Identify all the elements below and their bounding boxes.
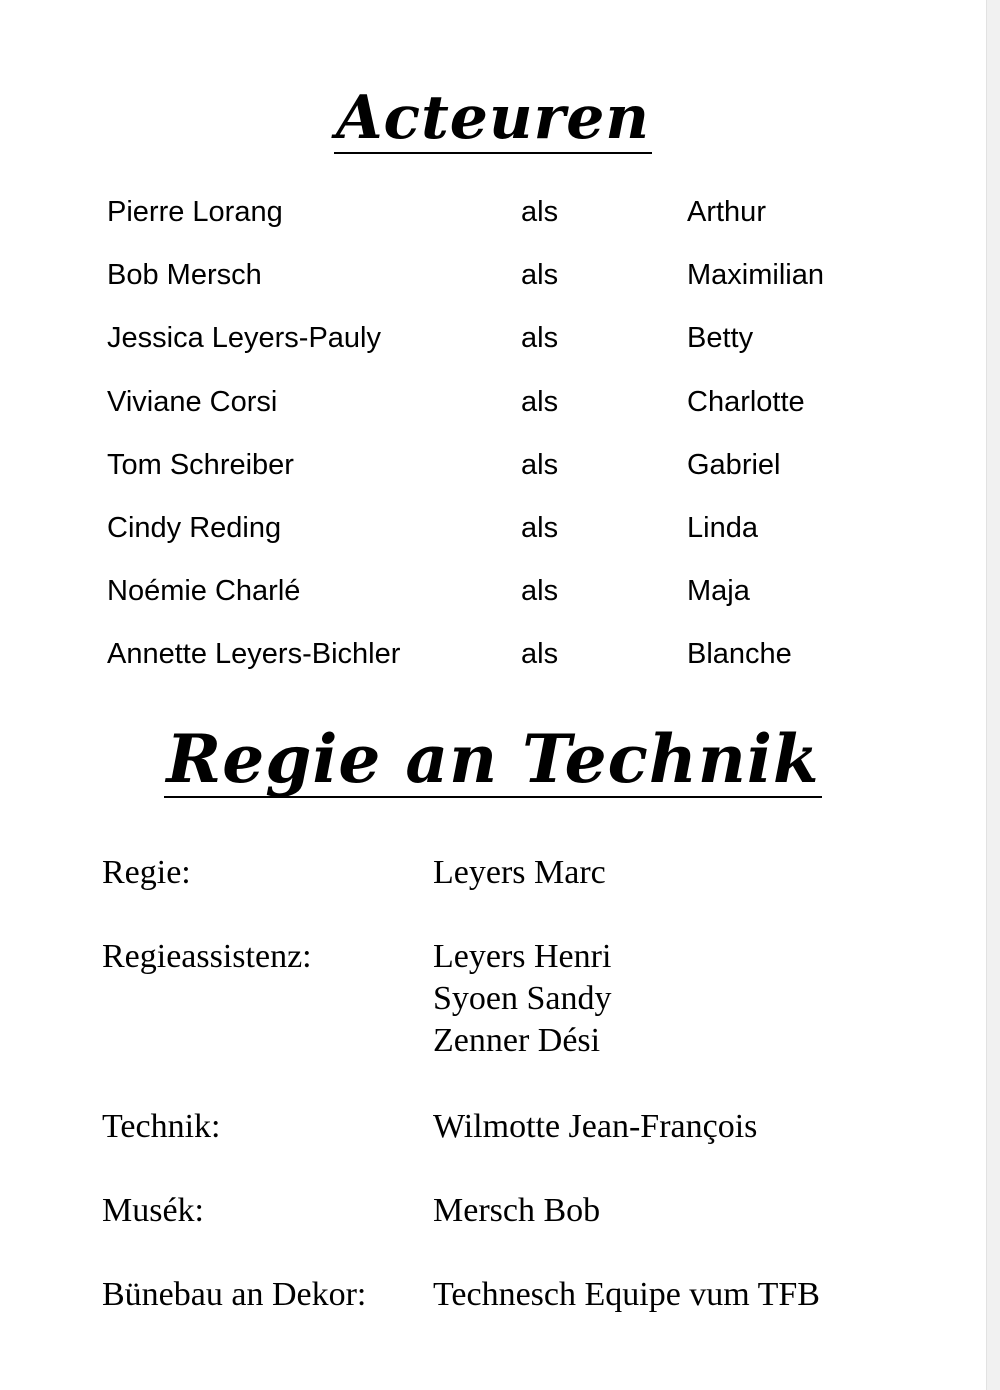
actor-name: Noémie Charlé: [107, 575, 301, 608]
als-connector: als: [521, 575, 559, 608]
actor-name: Viviane Corsi: [107, 385, 278, 418]
crew-names: [433, 1106, 757, 1148]
role-name: Arthur: [687, 196, 766, 228]
crew-heading: [0, 720, 986, 798]
actor-name: Pierre Lorang: [107, 196, 283, 228]
crew-name: Syoen Sandy: [433, 980, 612, 1017]
crew-label: Technik:: [102, 1108, 221, 1145]
cast-row: [107, 443, 927, 506]
cast-row: [107, 190, 927, 253]
crew-name: Leyers Marc: [433, 854, 606, 891]
cast-row: [107, 506, 927, 569]
crew-name: Technesch Equipe vum TFB: [433, 1276, 820, 1313]
cast-row: [107, 253, 927, 316]
crew-label: Musék:: [102, 1192, 204, 1229]
crew-name: Mersch Bob: [433, 1192, 601, 1229]
als-connector: als: [521, 196, 559, 228]
cast-heading-text: Acteuren: [335, 83, 650, 153]
role-name: Maximilian: [687, 259, 824, 292]
crew-name: Leyers Henri: [433, 938, 612, 975]
cast-heading: [0, 83, 986, 154]
page-edge: [986, 0, 1000, 1390]
crew-heading-text: Regie an Technik: [166, 720, 820, 798]
role-name: Blanche: [687, 638, 792, 671]
cast-row: [107, 569, 927, 632]
cast-list: [107, 190, 927, 696]
cast-row: [107, 316, 927, 379]
als-connector: als: [521, 322, 559, 355]
crew-name: Zenner Dési: [433, 1022, 601, 1059]
cast-row: [107, 632, 927, 695]
als-connector: als: [521, 448, 559, 481]
crew-names: [433, 852, 606, 894]
actor-name: Tom Schreiber: [107, 448, 294, 481]
actor-name: Bob Mersch: [107, 259, 262, 292]
role-name: Linda: [687, 511, 758, 544]
actor-name: Cindy Reding: [107, 511, 282, 544]
als-connector: als: [521, 385, 559, 418]
crew-names: [433, 936, 612, 1062]
cast-row: [107, 380, 927, 443]
als-connector: als: [521, 511, 559, 544]
role-name: Gabriel: [687, 448, 781, 481]
crew-label: Regieassistenz:: [102, 938, 312, 975]
crew-names: [433, 1190, 600, 1232]
actor-name: Annette Leyers-Bichler: [107, 638, 401, 671]
crew-label: Regie:: [102, 854, 191, 891]
als-connector: als: [521, 638, 559, 671]
role-name: Betty: [687, 322, 754, 355]
role-name: Maja: [687, 575, 750, 608]
crew-label: Bünebau an Dekor:: [102, 1276, 367, 1313]
als-connector: als: [521, 259, 559, 292]
crew-name: Wilmotte Jean-François: [433, 1108, 758, 1145]
crew-names: [433, 1274, 820, 1316]
role-name: Charlotte: [687, 385, 805, 418]
actor-name: Jessica Leyers-Pauly: [107, 322, 381, 355]
